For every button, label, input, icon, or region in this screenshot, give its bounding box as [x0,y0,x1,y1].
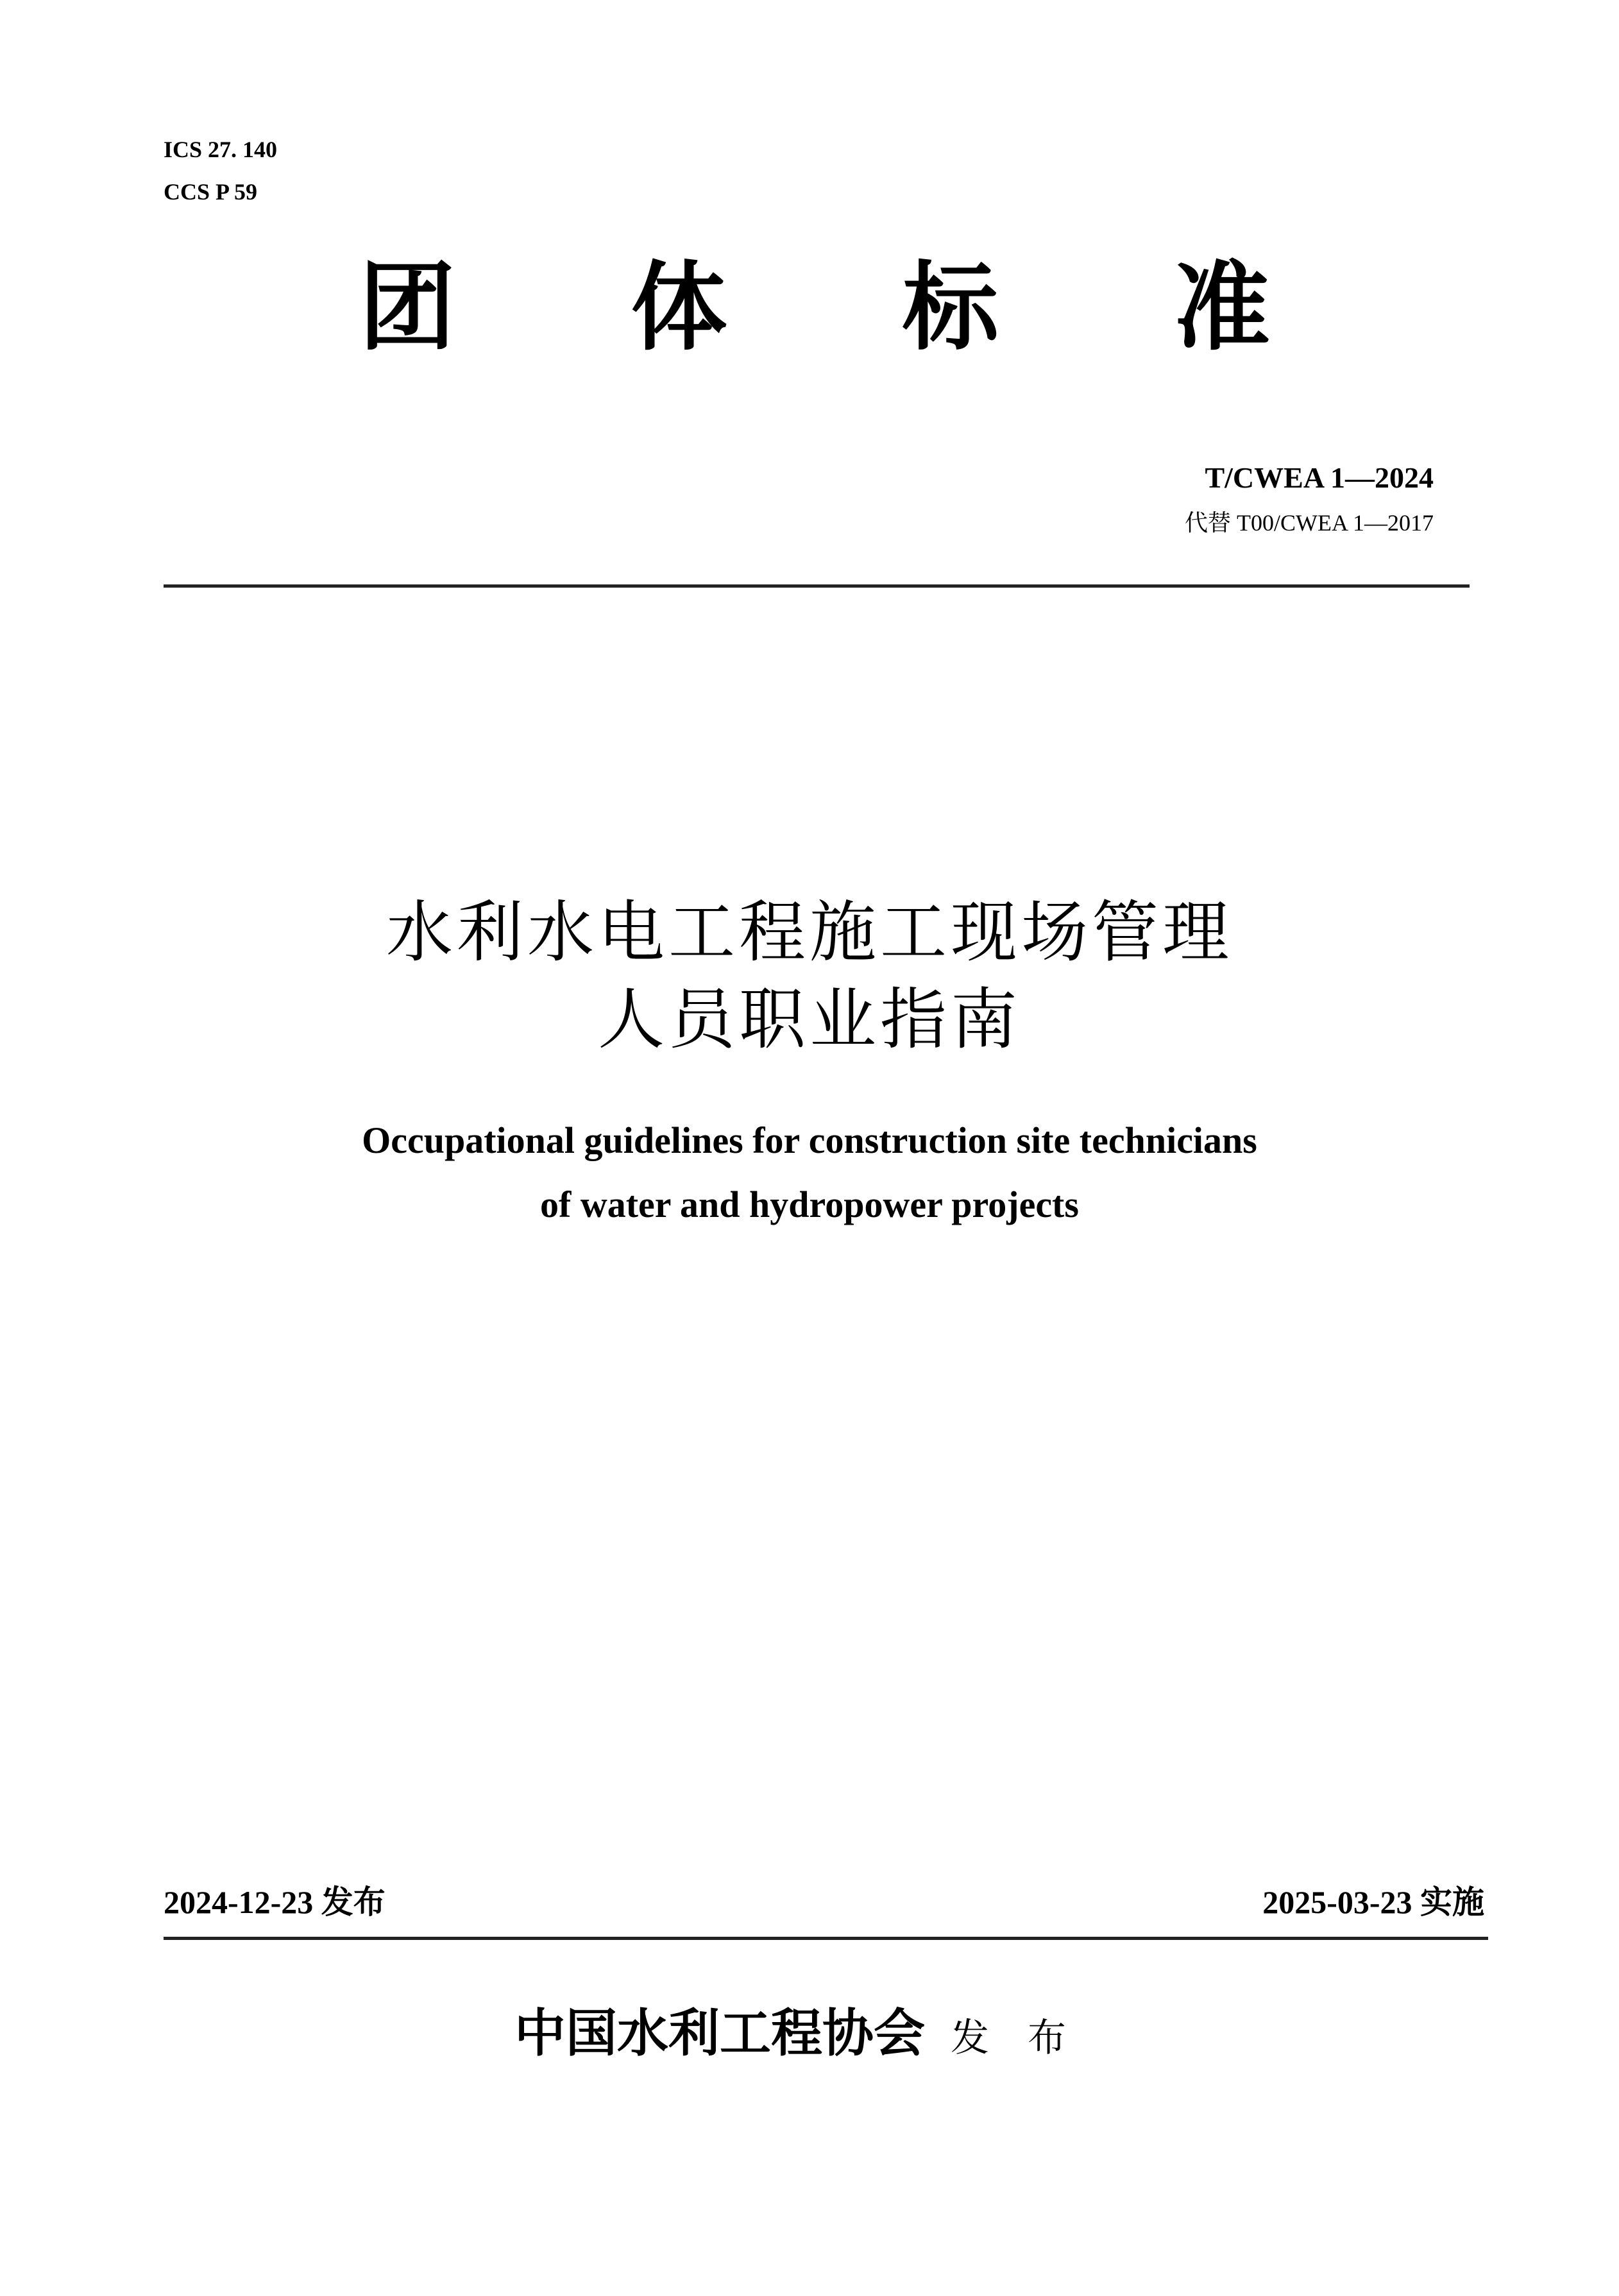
classification-codes [164,128,277,213]
english-title [0,1109,1619,1237]
publisher-org: 中国水利工程协会 [514,2003,925,2063]
doc-type-char: 准 [1173,252,1270,364]
chinese-title-line-2: 人员职业指南 [597,980,1021,1059]
document-type-heading [359,253,1270,362]
top-divider [164,584,1470,588]
publish-action: 发布 [951,2016,1105,2061]
replaced-standard: 代替 T00/CWEA 1—2017 [1185,510,1434,536]
ics-code: ICS 27. 140 [164,137,278,162]
publisher-line [0,2002,1619,2070]
english-title-line-2: of water and hydropower projects [540,1184,1079,1225]
doc-type-char: 团 [359,252,456,364]
issue-date: 2024-12-23 发布 [164,1884,386,1920]
doc-type-char: 体 [631,252,727,364]
effective-date: 2025-03-23 实施 [1262,1884,1484,1920]
standard-number: T/CWEA 1—2024 [1205,461,1434,494]
doc-type-char: 标 [902,252,999,364]
chinese-title-line-1: 水利水电工程施工现场管理 [386,893,1233,971]
bottom-divider [164,1937,1488,1940]
chinese-title [0,889,1619,1063]
ccs-code: CCS P 59 [164,179,258,205]
english-title-line-1: Occupational guidelines for construction site technicians [362,1119,1257,1161]
